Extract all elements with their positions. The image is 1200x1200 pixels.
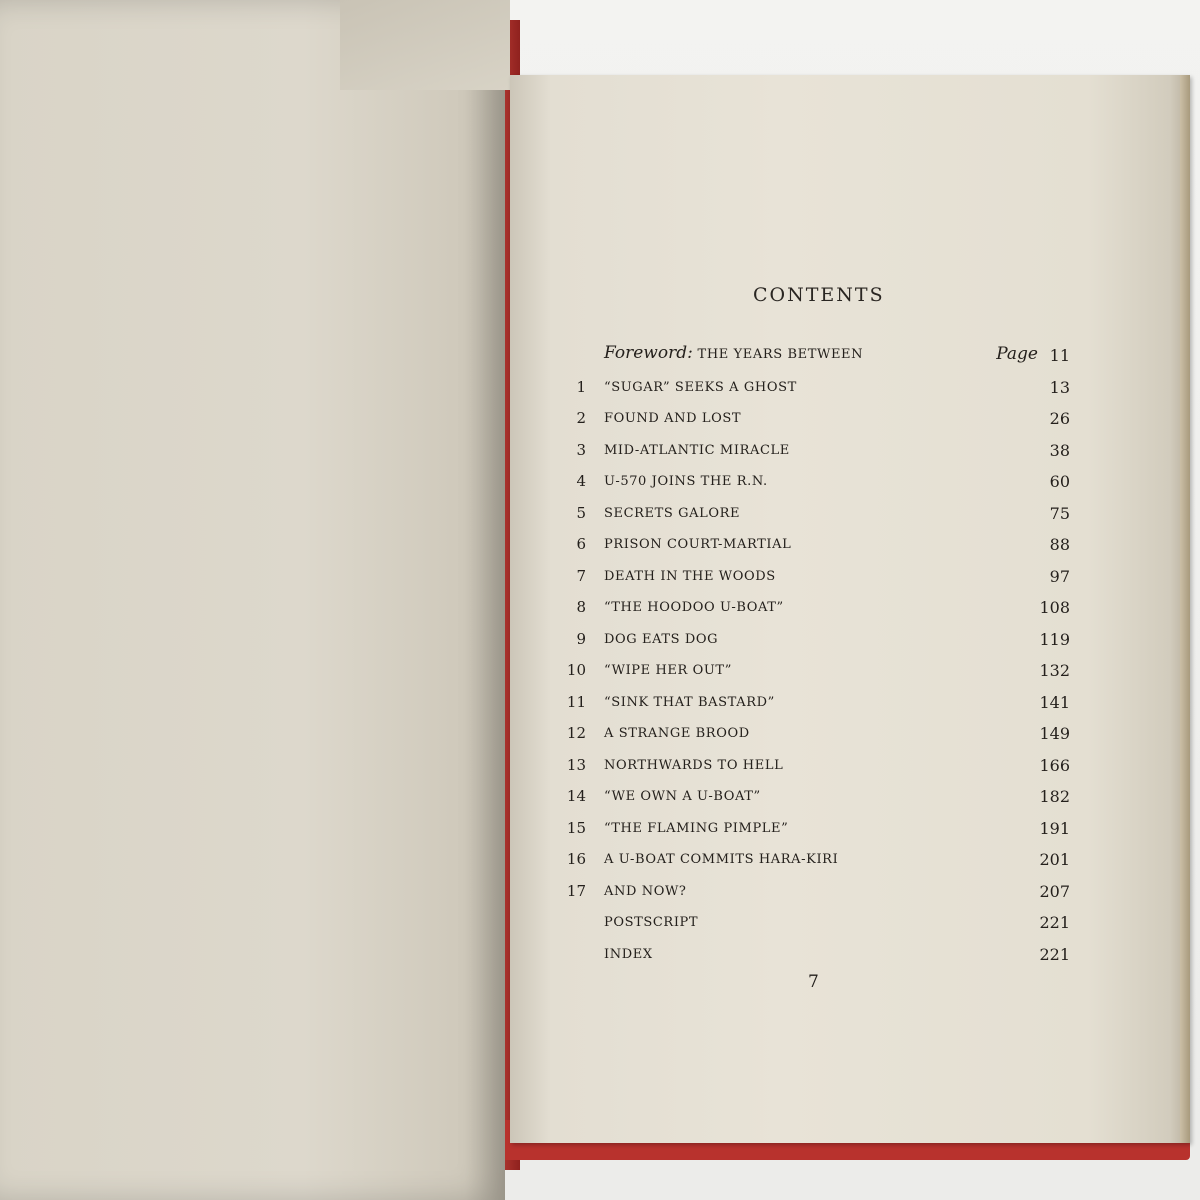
chapter-page-number: 97	[1049, 566, 1070, 586]
chapter-page-number: 149	[1039, 724, 1070, 743]
toc-row	[560, 687, 1080, 719]
toc-row	[560, 718, 1080, 750]
chapter-number: 7	[576, 566, 586, 585]
chapter-page-number: 132	[1039, 661, 1070, 680]
chapter-number: 16	[566, 850, 586, 868]
chapter-title: FOUND AND LOST	[604, 411, 742, 426]
chapter-number: 17	[566, 881, 586, 900]
toc-row	[560, 403, 1080, 435]
chapter-page-number: 201	[1039, 850, 1070, 869]
chapter-number: 11	[566, 692, 586, 711]
chapter-page-number: 182	[1039, 787, 1070, 806]
contents-heading: CONTENTS	[753, 284, 885, 306]
toc-row	[560, 561, 1080, 593]
chapter-number: 1	[576, 377, 586, 396]
chapter-number: 12	[566, 724, 586, 742]
chapter-page-number: 38	[1049, 440, 1070, 460]
chapter-number: 10	[566, 661, 586, 679]
chapter-page-number: 191	[1039, 818, 1070, 838]
chapter-title: “SINK THAT BASTARD”	[604, 694, 775, 710]
chapter-page-number: 141	[1039, 692, 1070, 712]
chapter-page-number: 221	[1039, 944, 1070, 964]
chapter-title: “THE HOODOO U-BOAT”	[604, 600, 784, 615]
chapter-number: 14	[566, 787, 586, 805]
chapter-number: 6	[576, 535, 586, 553]
chapter-page-number: 26	[1049, 409, 1070, 428]
foreword-page-number: 11	[1049, 346, 1070, 365]
toc-row	[560, 372, 1080, 404]
chapter-title: SECRETS GALORE	[604, 505, 741, 521]
toc-row	[560, 655, 1080, 687]
toc-row	[560, 939, 1080, 971]
toc-row	[560, 813, 1080, 845]
toc-row	[560, 624, 1080, 656]
chapter-number: 2	[576, 409, 586, 427]
chapter-title: “THE FLAMING PIMPLE”	[604, 820, 789, 836]
toc-row	[560, 592, 1080, 624]
toc-row	[560, 466, 1080, 498]
chapter-title: A STRANGE BROOD	[604, 726, 750, 741]
foreword-label: Foreword:	[604, 343, 693, 363]
chapter-number: 5	[576, 503, 586, 522]
toc-row	[560, 435, 1080, 467]
chapter-page-number: 119	[1039, 629, 1070, 649]
foreword-title: THE YEARS BETWEEN	[697, 347, 864, 362]
chapter-page-number: 13	[1049, 377, 1070, 397]
chapter-page-number: 166	[1039, 755, 1070, 775]
toc-row	[560, 844, 1080, 876]
foreword-row	[560, 340, 1080, 372]
chapter-title: DOG EATS DOG	[604, 631, 719, 647]
chapter-title: NORTHWARDS TO HELL	[604, 757, 784, 773]
toc-row	[560, 781, 1080, 813]
chapter-title: PRISON COURT-MARTIAL	[604, 537, 792, 552]
chapter-number: 13	[566, 755, 586, 774]
chapter-page-number: 88	[1049, 535, 1070, 554]
chapter-page-number: 207	[1039, 881, 1070, 901]
chapter-page-number: 108	[1039, 598, 1070, 617]
chapter-title: “SUGAR” SEEKS A GHOST	[604, 379, 797, 395]
left-page	[0, 0, 505, 1200]
toc-row	[560, 876, 1080, 908]
chapter-title: A U-BOAT COMMITS HARA-KIRI	[604, 852, 839, 867]
chapter-title: “WIPE HER OUT”	[604, 663, 732, 678]
chapter-number: 3	[576, 440, 586, 459]
toc-row	[560, 907, 1080, 939]
toc-row	[560, 498, 1080, 530]
chapter-title: AND NOW?	[604, 883, 687, 899]
toc-row	[560, 750, 1080, 782]
chapter-number: 4	[576, 472, 586, 490]
chapter-number: 8	[576, 598, 586, 616]
chapter-page-number: 60	[1049, 472, 1070, 491]
chapter-number: 15	[566, 818, 586, 837]
chapter-number: 9	[576, 629, 586, 648]
chapter-title: DEATH IN THE WOODS	[604, 568, 776, 584]
chapter-title: U-570 JOINS THE R.N.	[604, 474, 768, 489]
chapter-title: MID-ATLANTIC MIRACLE	[604, 442, 790, 458]
toc-row	[560, 529, 1080, 561]
foreword-entry	[604, 343, 863, 363]
chapter-title: “WE OWN A U-BOAT”	[604, 789, 761, 804]
chapter-page-number: 221	[1039, 913, 1070, 932]
chapter-title: POSTSCRIPT	[604, 915, 699, 930]
page-fold-shadow	[340, 0, 510, 90]
page-folio: 7	[808, 972, 819, 992]
page-word: Page	[996, 344, 1038, 364]
chapter-title: INDEX	[604, 946, 653, 962]
table-of-contents	[560, 340, 1080, 970]
chapter-list	[560, 372, 1080, 971]
chapter-page-number: 75	[1049, 503, 1070, 523]
